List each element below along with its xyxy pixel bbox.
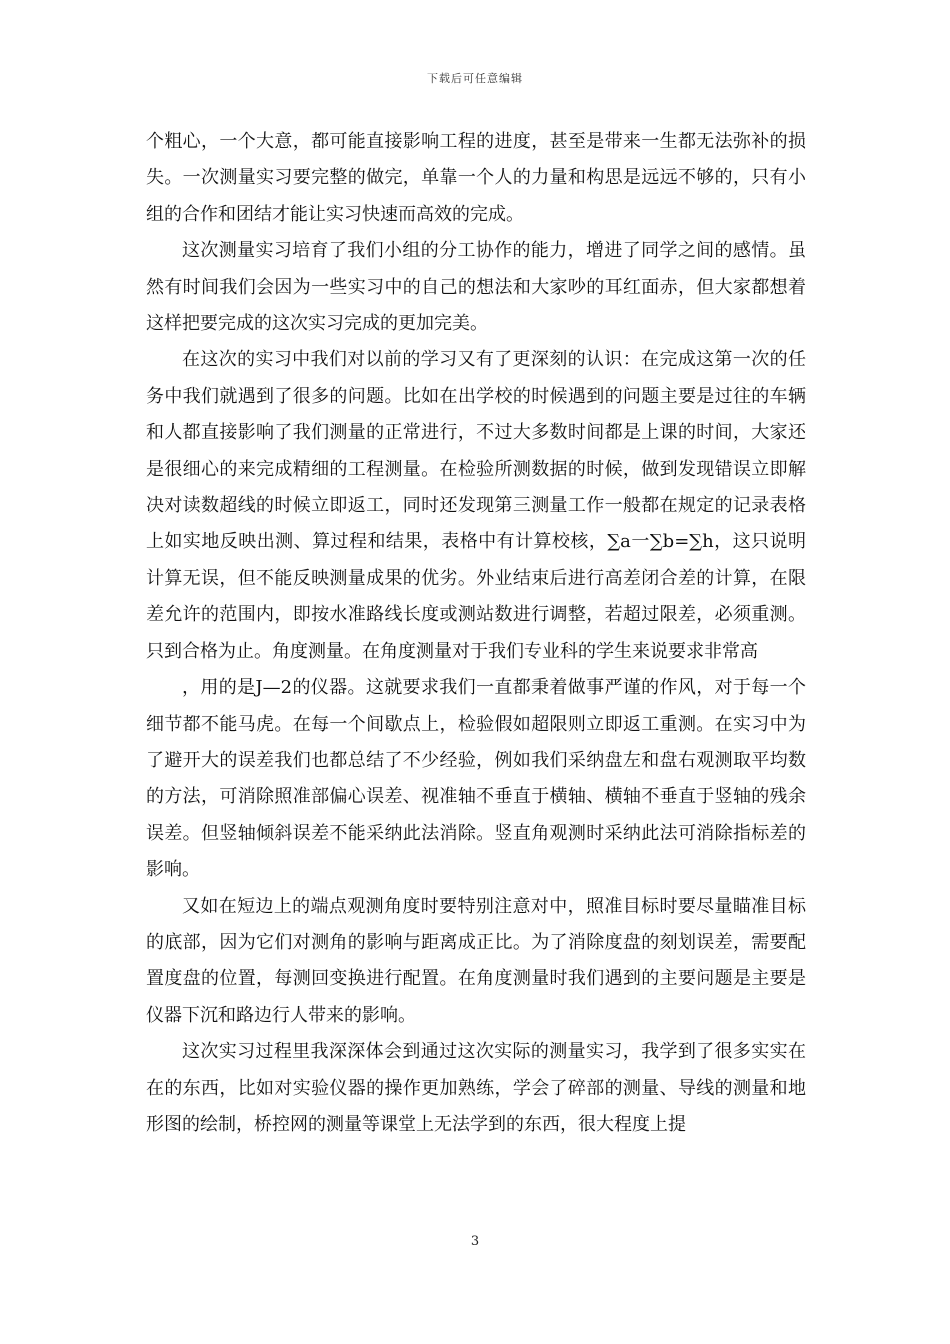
- paragraph-1: 个粗心，一个大意，都可能直接影响工程的进度，甚至是带来一生都无法弥补的损失。一次测量实习要完整的做完，单靠一个人的力量和构思是远远不够的，只有小组的合作和团结才能让实习快速而高效的完成。: [146, 131, 806, 225]
- paragraph-2: 这次测量实习培育了我们小组的分工协作的能力，增进了同学之间的感情。虽然有时间我们会因为一些实习中的自己的想法和大家吵的耳红面赤，但大家都想着这样把要完成的这次实习完成的更加完美。: [146, 240, 806, 335]
- page-number: 3: [470, 1234, 480, 1249]
- paragraph-4: ，用的是J—2的仪器。这就要求我们一直都秉着做事严谨的作风，对于每一个细节都不能马虎。在每一个间歇点上，检验假如超限则立即返工重测。在实习中为了避开大的误差我们也都总结了不少经验，例如我们采纳盘左和盘右观测取平均数的方法，可消除照准部偏心误差、视准轴不垂直于横轴、横轴不垂直于竖轴的残余误差。但竖轴倾斜误差不能采纳此法消除。竖直角观测时采纳此法可消除指标差的影响。: [146, 677, 806, 881]
- page-header: 下载后可任意编辑: [427, 72, 523, 85]
- body-text: [146, 124, 806, 1143]
- paragraph-3: 在这次的实习中我们对以前的学习又有了更深刻的认识：在完成这第一次的任务中我们就遇到了很多的问题。比如在出学校的时候遇到的问题主要是过往的车辆和人都直接影响了我们测量的正常进行，不过大多数时间都是上课的时间，大家还是很细心的来完成精细的工程测量。在检验所测数据的时候，做到发现错误立即解决对读数超线的时候立即返工，同时还发现第三测量工作一般都在规定的记录表格上如实地反映出测、算过程和结果，表格中有计算校核，∑a一∑b=∑h，这只说明计算无误，但不能反映测量成果的优劣。外业结束后进行高差闭合差的计算，在限差允许的范围内，即按水准路线长度或测站数进行调整，若超过限差，必须重测。只到合格为止。角度测量。在角度测量对于我们专业科的学生来说要求非常高: [146, 349, 806, 662]
- paragraph-5: 又如在短边上的端点观测角度时要特别注意对中，照准目标时要尽量瞄准目标的底部，因为它们对测角的影响与距离成正比。为了消除度盘的刻划误差，需要配置度盘的位置，每测回变换进行配置。在角度测量时我们遇到的主要问题是主要是仪器下沉和路边行人带来的影响。: [146, 895, 806, 1026]
- paragraph-6: 这次实习过程里我深深体会到通过这次实际的测量实习，我学到了很多实实在在的东西，比如对实验仪器的操作更加熟练，学会了碎部的测量、导线的测量和地形图的绘制，桥控网的测量等课堂上无法学到的东西，很大程度上提: [146, 1041, 806, 1135]
